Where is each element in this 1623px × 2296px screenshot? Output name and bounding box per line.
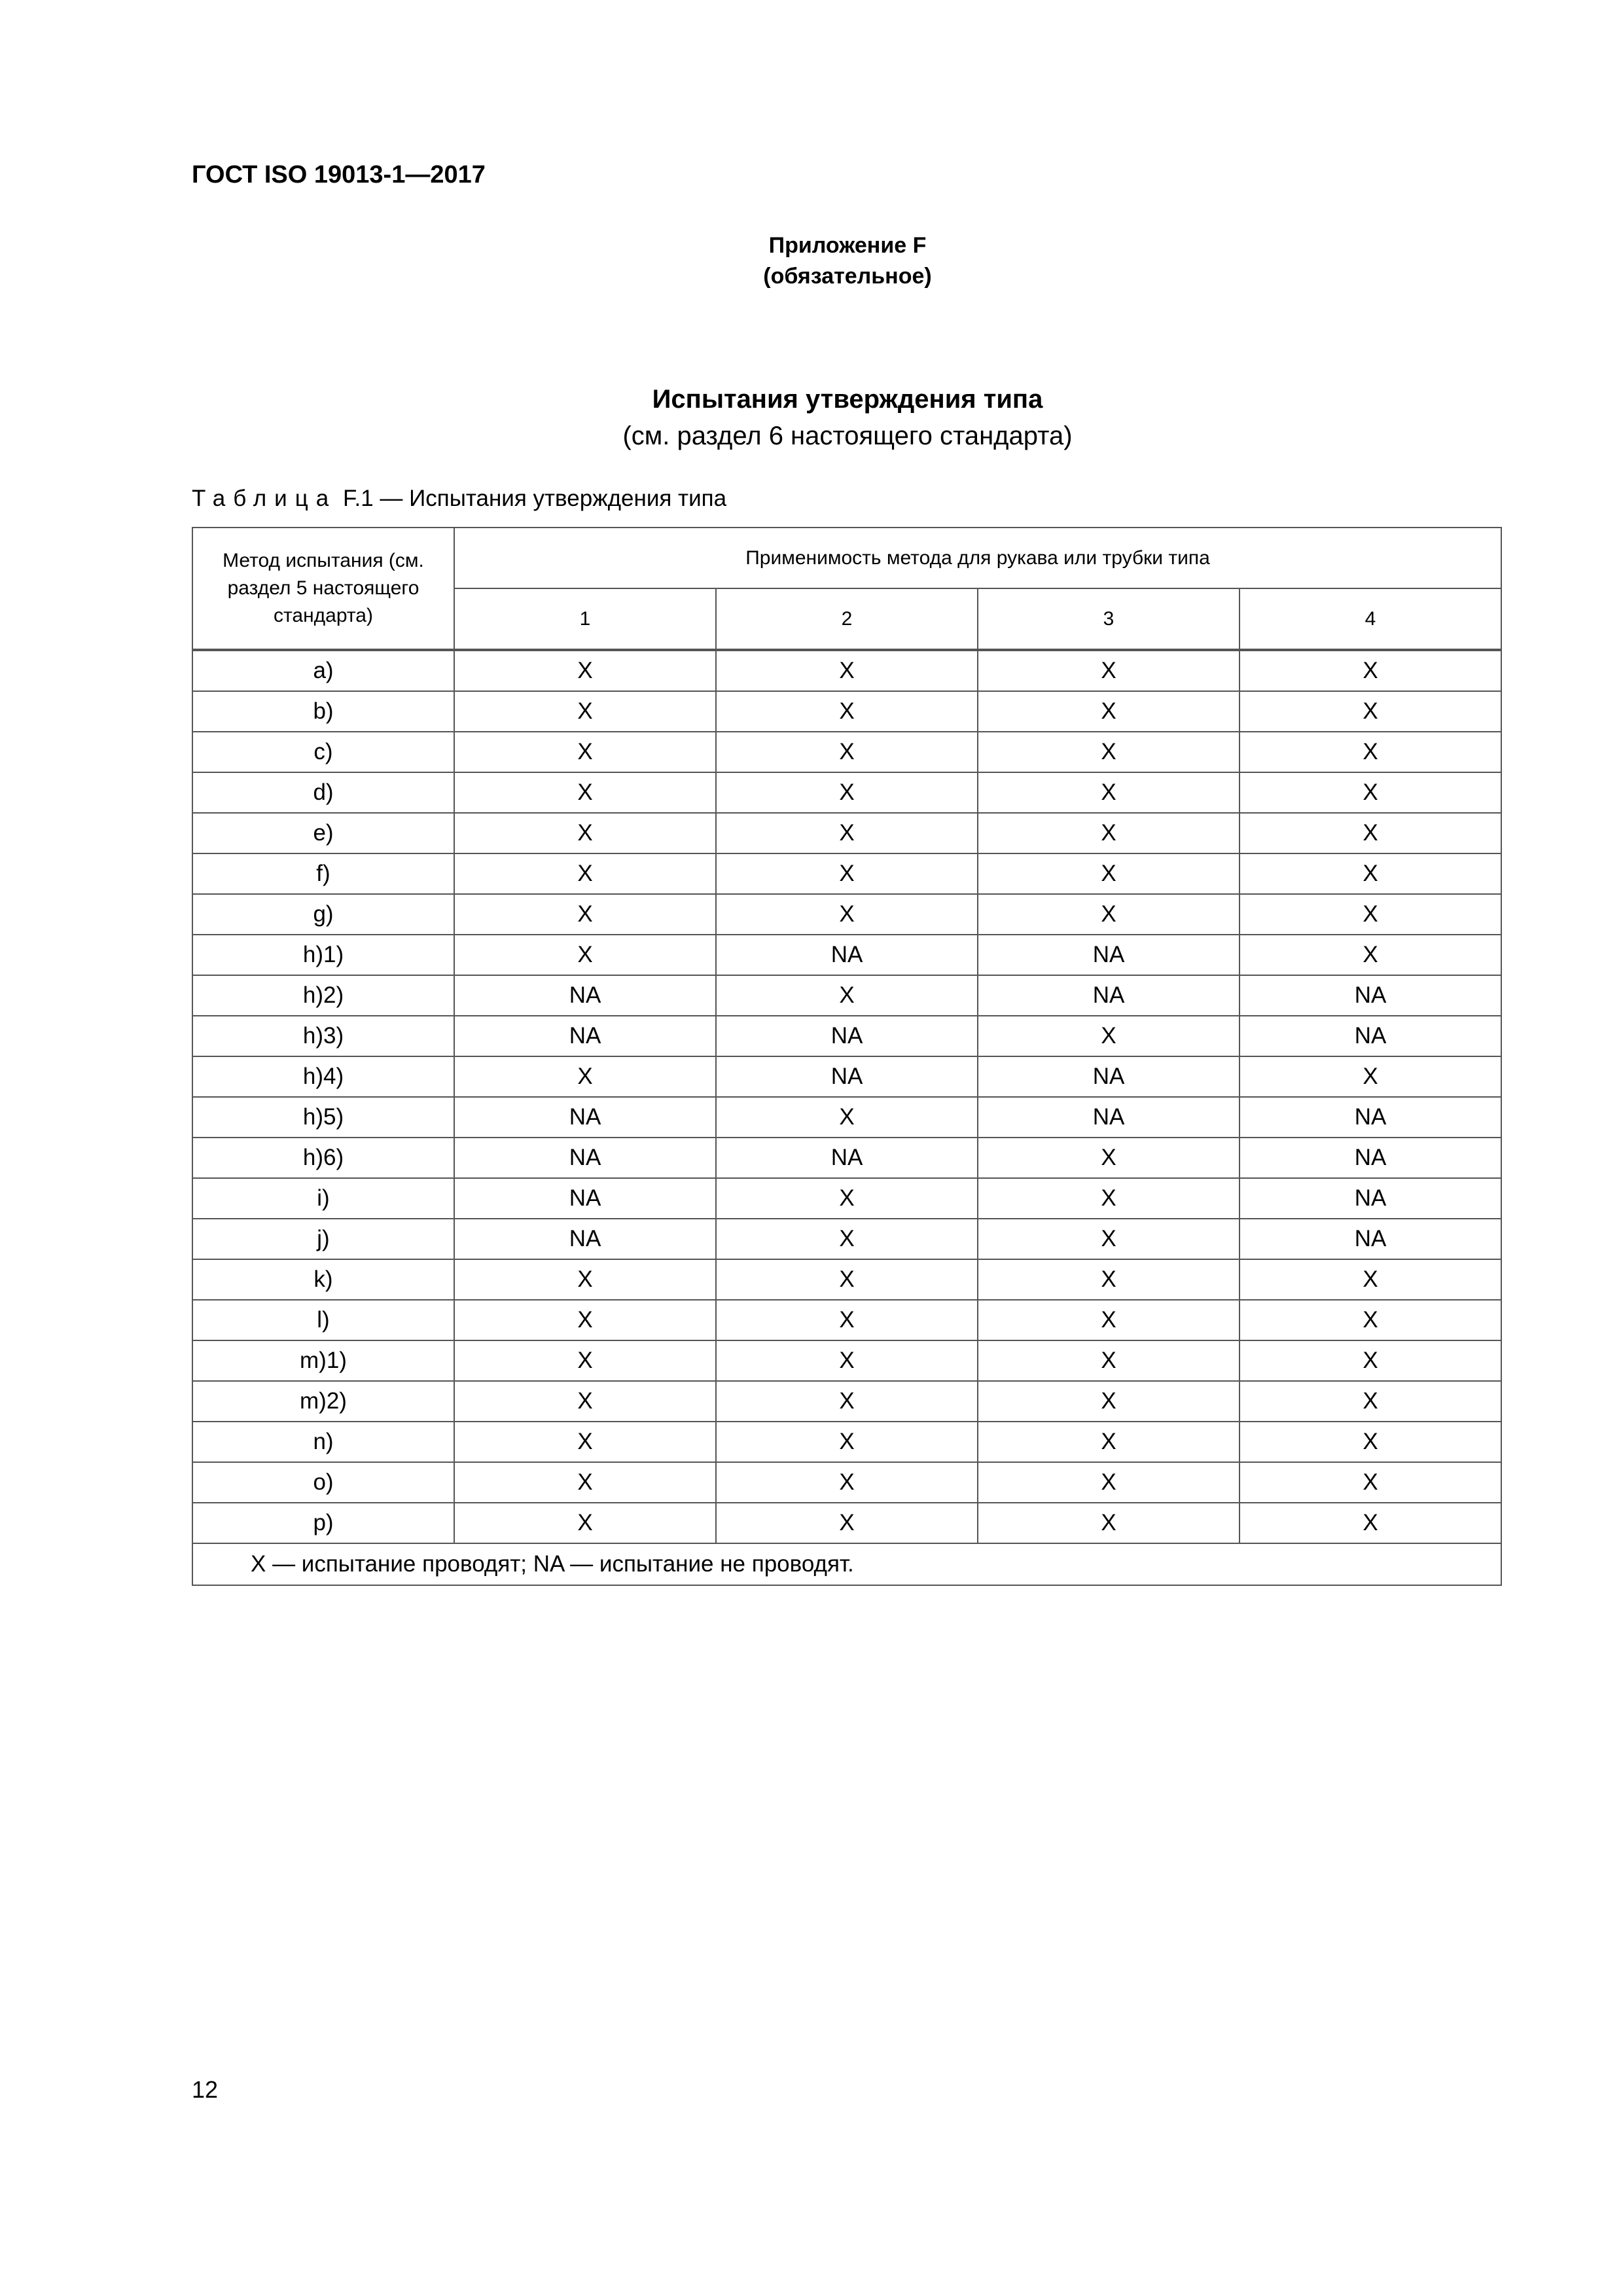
method-cell: b): [192, 691, 454, 732]
applicability-cell: X: [1240, 1381, 1501, 1422]
table-row: [192, 975, 1501, 1016]
applicability-cell: NA: [716, 1016, 978, 1056]
applicability-cell: NA: [1240, 1178, 1501, 1219]
method-cell: h)4): [192, 1056, 454, 1097]
applicability-cell: X: [454, 853, 716, 894]
applicability-cell: X: [978, 1340, 1240, 1381]
applicability-cell: NA: [454, 1138, 716, 1178]
applicability-cell: X: [454, 651, 716, 691]
applicability-cell: X: [454, 691, 716, 732]
applicability-cell: X: [1240, 1300, 1501, 1340]
table-row: [192, 853, 1501, 894]
table-row: [192, 1259, 1501, 1300]
table-row: [192, 1016, 1501, 1056]
method-cell: c): [192, 732, 454, 772]
table-body: [192, 651, 1501, 1543]
annex-heading: [0, 230, 1623, 292]
table-row: [192, 732, 1501, 772]
applicability-cell: X: [1240, 1259, 1501, 1300]
method-cell: a): [192, 651, 454, 691]
applicability-cell: X: [978, 772, 1240, 813]
table-row: [192, 651, 1501, 691]
table-row: [192, 1503, 1501, 1543]
applicability-cell: X: [978, 1178, 1240, 1219]
applicability-cell: NA: [454, 975, 716, 1016]
applicability-cell: X: [1240, 935, 1501, 975]
method-cell: h)1): [192, 935, 454, 975]
table-row: [192, 691, 1501, 732]
applicability-cell: X: [978, 1503, 1240, 1543]
applicability-cell: NA: [1240, 1016, 1501, 1056]
applicability-cell: X: [716, 975, 978, 1016]
method-cell: n): [192, 1422, 454, 1462]
applicability-cell: X: [716, 651, 978, 691]
document-code: ГОСТ ISO 19013-1—2017: [192, 161, 486, 188]
table-row: [192, 894, 1501, 935]
applicability-cell: X: [716, 1422, 978, 1462]
table-caption-word: Таблица: [192, 486, 337, 511]
method-cell: p): [192, 1503, 454, 1543]
applicability-cell: NA: [454, 1219, 716, 1259]
applicability-cell: X: [716, 1219, 978, 1259]
method-cell: f): [192, 853, 454, 894]
applicability-cell: X: [716, 813, 978, 853]
applicability-cell: X: [978, 853, 1240, 894]
applicability-cell: X: [978, 1138, 1240, 1178]
applicability-cell: X: [1240, 1462, 1501, 1503]
page-number: 12: [192, 2076, 219, 2103]
method-cell: m)1): [192, 1340, 454, 1381]
type-column-header: 2: [716, 588, 978, 649]
table-row: [192, 1300, 1501, 1340]
applicability-cell: X: [1240, 1503, 1501, 1543]
applicability-cell: X: [454, 1300, 716, 1340]
applicability-cell: X: [1240, 1340, 1501, 1381]
applicability-cell: X: [1240, 853, 1501, 894]
applicability-cell: X: [454, 1462, 716, 1503]
applicability-cell: X: [716, 1178, 978, 1219]
table-row: [192, 772, 1501, 813]
table-row: [192, 1340, 1501, 1381]
method-column-header: Метод испытания (см. раздел 5 настоящего стандарта): [192, 528, 454, 649]
type-column-header: 1: [454, 588, 716, 649]
applicability-cell: X: [454, 935, 716, 975]
applicability-cell: X: [716, 691, 978, 732]
applicability-cell: X: [978, 651, 1240, 691]
method-cell: i): [192, 1178, 454, 1219]
applicability-cell: X: [716, 853, 978, 894]
applicability-cell: X: [454, 1422, 716, 1462]
applicability-cell: X: [978, 1462, 1240, 1503]
applicability-cell: X: [454, 1259, 716, 1300]
applicability-cell: NA: [1240, 1219, 1501, 1259]
approval-tests-table: [192, 527, 1502, 1586]
type-column-header: 3: [978, 588, 1240, 649]
table-caption: [192, 486, 726, 512]
applicability-cell: NA: [454, 1178, 716, 1219]
method-cell: m)2): [192, 1381, 454, 1422]
applicability-cell: NA: [716, 935, 978, 975]
applicability-cell: X: [978, 1219, 1240, 1259]
applicability-cell: X: [978, 894, 1240, 935]
method-cell: l): [192, 1300, 454, 1340]
applicability-cell: X: [454, 732, 716, 772]
applicability-cell: X: [716, 772, 978, 813]
applicability-cell: X: [716, 1462, 978, 1503]
applicability-cell: NA: [454, 1016, 716, 1056]
table-row: [192, 813, 1501, 853]
applicability-header: Применимость метода для рукава или трубки типа: [454, 528, 1501, 588]
method-cell: h)2): [192, 975, 454, 1016]
applicability-cell: NA: [1240, 1097, 1501, 1138]
table-caption-text: F.1 — Испытания утверждения типа: [342, 486, 727, 511]
method-cell: o): [192, 1462, 454, 1503]
table-row: [192, 935, 1501, 975]
table-row: [192, 1219, 1501, 1259]
type-column-header: 4: [1240, 588, 1501, 649]
applicability-cell: X: [716, 1259, 978, 1300]
applicability-cell: X: [1240, 651, 1501, 691]
applicability-cell: X: [1240, 1056, 1501, 1097]
method-cell: d): [192, 772, 454, 813]
applicability-cell: X: [1240, 772, 1501, 813]
applicability-cell: X: [454, 772, 716, 813]
annex-status: (обязательное): [763, 264, 932, 289]
applicability-cell: X: [454, 813, 716, 853]
applicability-cell: NA: [978, 1097, 1240, 1138]
applicability-cell: X: [978, 1300, 1240, 1340]
applicability-cell: X: [1240, 691, 1501, 732]
applicability-cell: X: [978, 1381, 1240, 1422]
applicability-cell: NA: [716, 1138, 978, 1178]
method-cell: h)5): [192, 1097, 454, 1138]
applicability-cell: X: [454, 1056, 716, 1097]
table-row: [192, 1422, 1501, 1462]
applicability-cell: X: [1240, 1422, 1501, 1462]
method-cell: g): [192, 894, 454, 935]
table-note: X — испытание проводят; NA — испытание не проводят.: [192, 1543, 1501, 1585]
applicability-cell: X: [978, 732, 1240, 772]
applicability-cell: NA: [978, 935, 1240, 975]
applicability-cell: X: [716, 1381, 978, 1422]
applicability-cell: NA: [978, 1056, 1240, 1097]
applicability-cell: X: [454, 1381, 716, 1422]
applicability-cell: X: [1240, 732, 1501, 772]
applicability-cell: X: [716, 1097, 978, 1138]
applicability-cell: X: [716, 1503, 978, 1543]
section-title: Испытания утверждения типа: [652, 385, 1043, 414]
applicability-cell: X: [978, 1422, 1240, 1462]
applicability-cell: X: [716, 894, 978, 935]
method-cell: h)3): [192, 1016, 454, 1056]
annex-title: Приложение F: [768, 233, 927, 258]
method-cell: k): [192, 1259, 454, 1300]
applicability-cell: X: [978, 1259, 1240, 1300]
applicability-cell: NA: [454, 1097, 716, 1138]
applicability-cell: X: [1240, 813, 1501, 853]
applicability-cell: X: [978, 813, 1240, 853]
applicability-cell: NA: [1240, 1138, 1501, 1178]
table-row: [192, 1178, 1501, 1219]
applicability-cell: X: [716, 1340, 978, 1381]
method-cell: h)6): [192, 1138, 454, 1178]
table-row: [192, 1381, 1501, 1422]
applicability-cell: NA: [978, 975, 1240, 1016]
applicability-cell: X: [454, 894, 716, 935]
applicability-cell: X: [454, 1340, 716, 1381]
table-row: [192, 1462, 1501, 1503]
applicability-cell: X: [978, 1016, 1240, 1056]
applicability-cell: X: [978, 691, 1240, 732]
applicability-cell: X: [716, 732, 978, 772]
table-row: [192, 1056, 1501, 1097]
applicability-cell: NA: [1240, 975, 1501, 1016]
table-row: [192, 1138, 1501, 1178]
method-cell: e): [192, 813, 454, 853]
applicability-cell: NA: [716, 1056, 978, 1097]
section-subtitle: (см. раздел 6 настоящего стандарта): [622, 422, 1073, 450]
applicability-cell: X: [1240, 894, 1501, 935]
applicability-cell: X: [454, 1503, 716, 1543]
table-row: [192, 1097, 1501, 1138]
applicability-cell: X: [716, 1300, 978, 1340]
section-heading: [0, 381, 1623, 454]
method-cell: j): [192, 1219, 454, 1259]
